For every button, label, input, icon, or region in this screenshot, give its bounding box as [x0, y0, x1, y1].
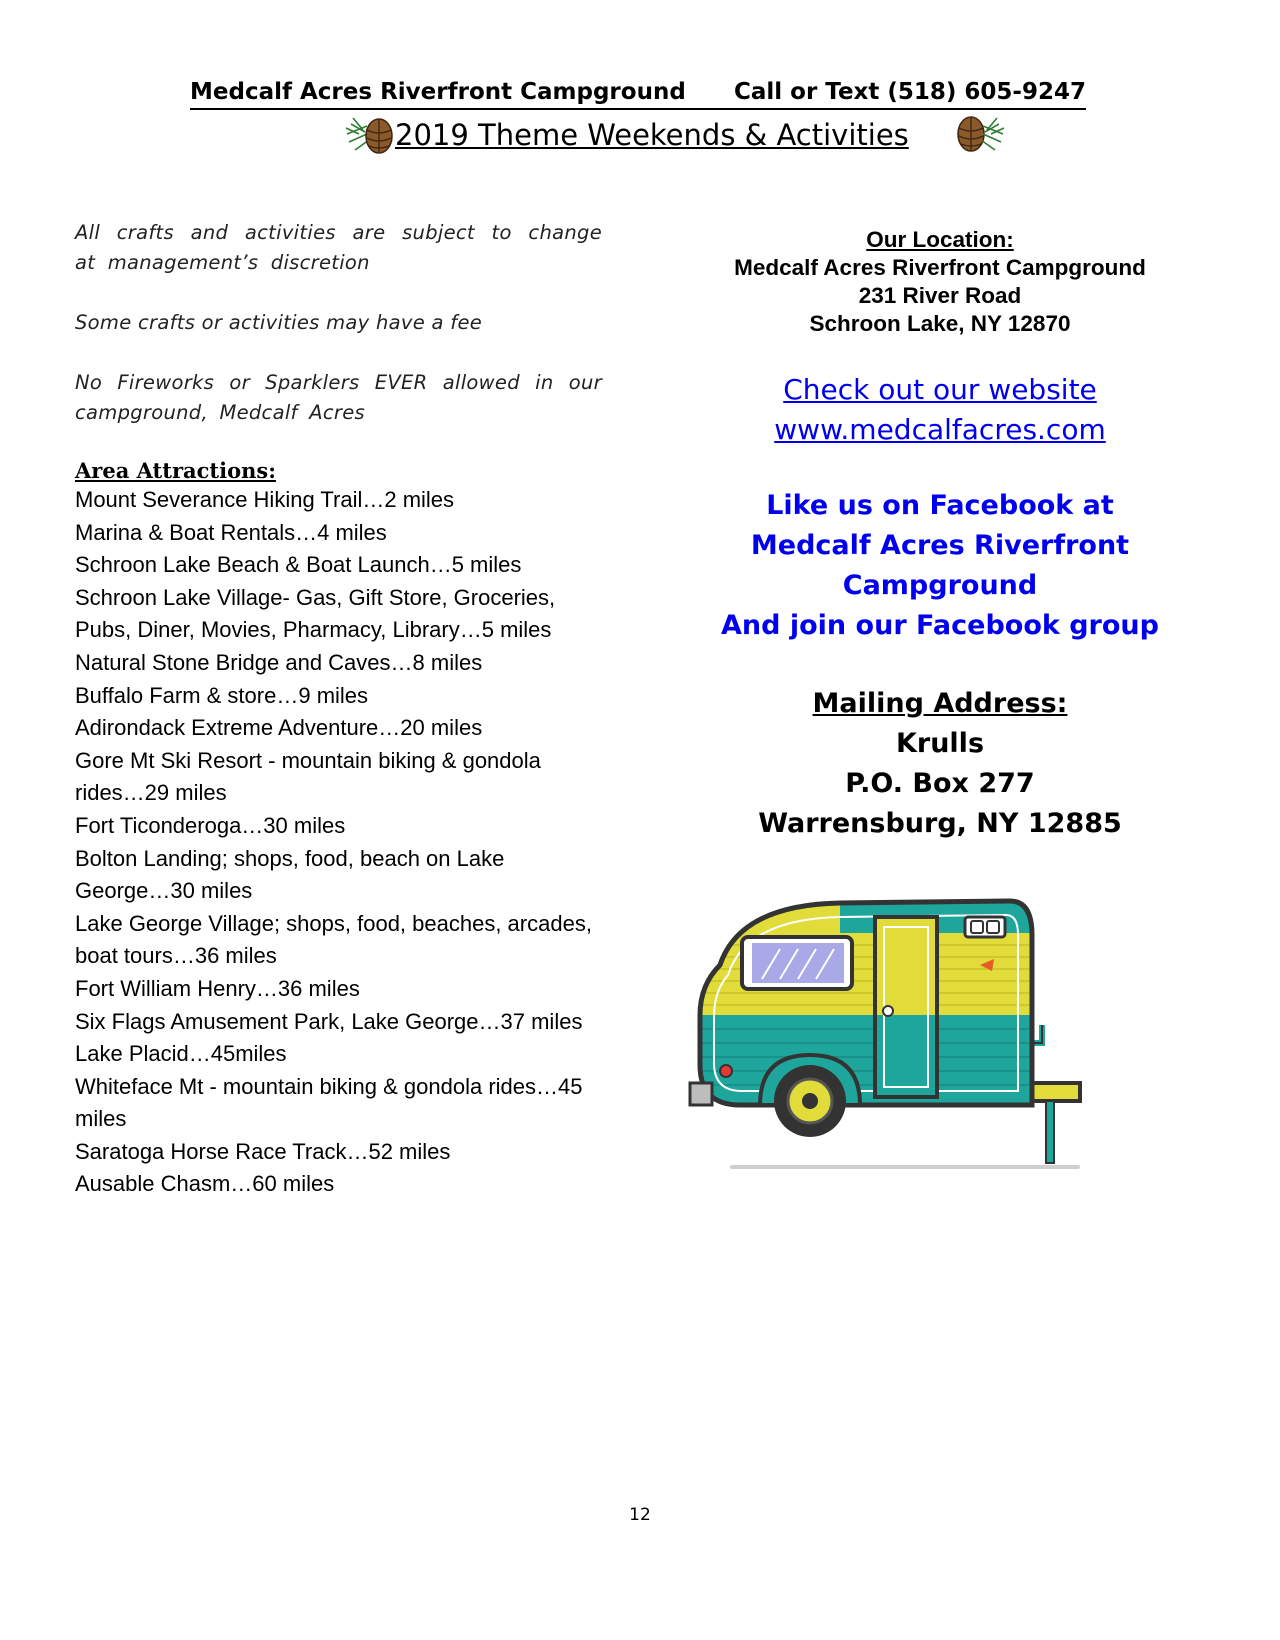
attraction-item: Gore Mt Ski Resort - mountain biking & gondola rides…29 miles [75, 747, 541, 806]
attraction-item: Schroon Lake Village- Gas, Gift Store, Groceries, Pubs, Diner, Movies, Pharmacy, Library…5 miles [75, 584, 556, 643]
attraction-item: Schroon Lake Beach & Boat Launch…5 miles [75, 552, 522, 578]
page-title: 2019 Theme Weekends & Activities [395, 118, 909, 152]
location-line: 231 River Road [858, 283, 1022, 308]
note-fireworks: No Fireworks or Sparklers EVER allowed in our campground, Medcalf Acres [75, 371, 602, 424]
website-link-url[interactable]: www.medcalfacres.com [774, 413, 1106, 446]
attraction-item: Buffalo Farm & store…9 miles [75, 682, 369, 708]
mailing-line: Warrensburg, NY 12885 [758, 808, 1122, 839]
website-link-label[interactable]: Check out our website [783, 373, 1097, 406]
camper-trailer-illustration [680, 895, 1100, 1185]
facebook-line: Medcalf Acres Riverfront [750, 530, 1130, 561]
pinecone-icon [345, 112, 397, 156]
header-underline [190, 108, 1086, 110]
attraction-item: Lake Placid…45miles [75, 1041, 287, 1067]
location-line: Medcalf Acres Riverfront Campground [734, 255, 1146, 280]
attraction-item: Fort William Henry…36 miles [75, 975, 360, 1001]
attraction-item: Saratoga Horse Race Track…52 miles [75, 1138, 451, 1164]
campground-name: Medcalf Acres Riverfront Campground [190, 79, 686, 105]
mailing-line: Krulls [895, 728, 985, 759]
attraction-item: Whiteface Mt - mountain biking & gondola rides…45 miles [75, 1073, 583, 1132]
note-fee: Some crafts or activities may have a fee [75, 311, 483, 334]
attraction-item: Lake George Village; shops, food, beaches, arcades, boat tours…36 miles [75, 910, 592, 969]
mailing-heading: Mailing Address: [812, 688, 1068, 719]
note-crafts-change: All crafts and activities are subject to change at management’s discretion [75, 221, 602, 274]
attraction-item: Natural Stone Bridge and Caves…8 miles [75, 649, 483, 675]
title-row [345, 112, 1005, 162]
facebook-line: And join our Facebook group [721, 610, 1159, 641]
attraction-item: Mount Severance Hiking Trail…2 miles [75, 487, 455, 512]
facebook-line: Campground [842, 570, 1038, 601]
attraction-item: Bolton Landing; shops, food, beach on Lake George…30 miles [75, 845, 505, 904]
attraction-item: Ausable Chasm…60 miles [75, 1171, 335, 1197]
location-heading: Our Location: [866, 227, 1014, 252]
attractions-list [75, 484, 602, 1201]
facebook-line: Like us on Facebook at [766, 490, 1114, 521]
header-line [190, 75, 1086, 111]
mailing-line: P.O. Box 277 [845, 768, 1035, 799]
location-line: Schroon Lake, NY 12870 [809, 311, 1071, 336]
attraction-item: Marina & Boat Rentals…4 miles [75, 519, 387, 545]
left-column [75, 218, 602, 1201]
right-column [690, 225, 1190, 844]
contact-phone: Call or Text (518) 605-9247 [733, 79, 1086, 105]
attraction-item: Adirondack Extreme Adventure…20 miles [75, 715, 483, 741]
pinecone-icon [953, 112, 1005, 156]
attractions-heading: Area Attractions: [75, 458, 276, 483]
page-number: 12 [629, 1505, 651, 1525]
attraction-item: Six Flags Amusement Park, Lake George…37 miles [75, 1008, 583, 1034]
attraction-item: Fort Ticonderoga…30 miles [75, 812, 346, 838]
